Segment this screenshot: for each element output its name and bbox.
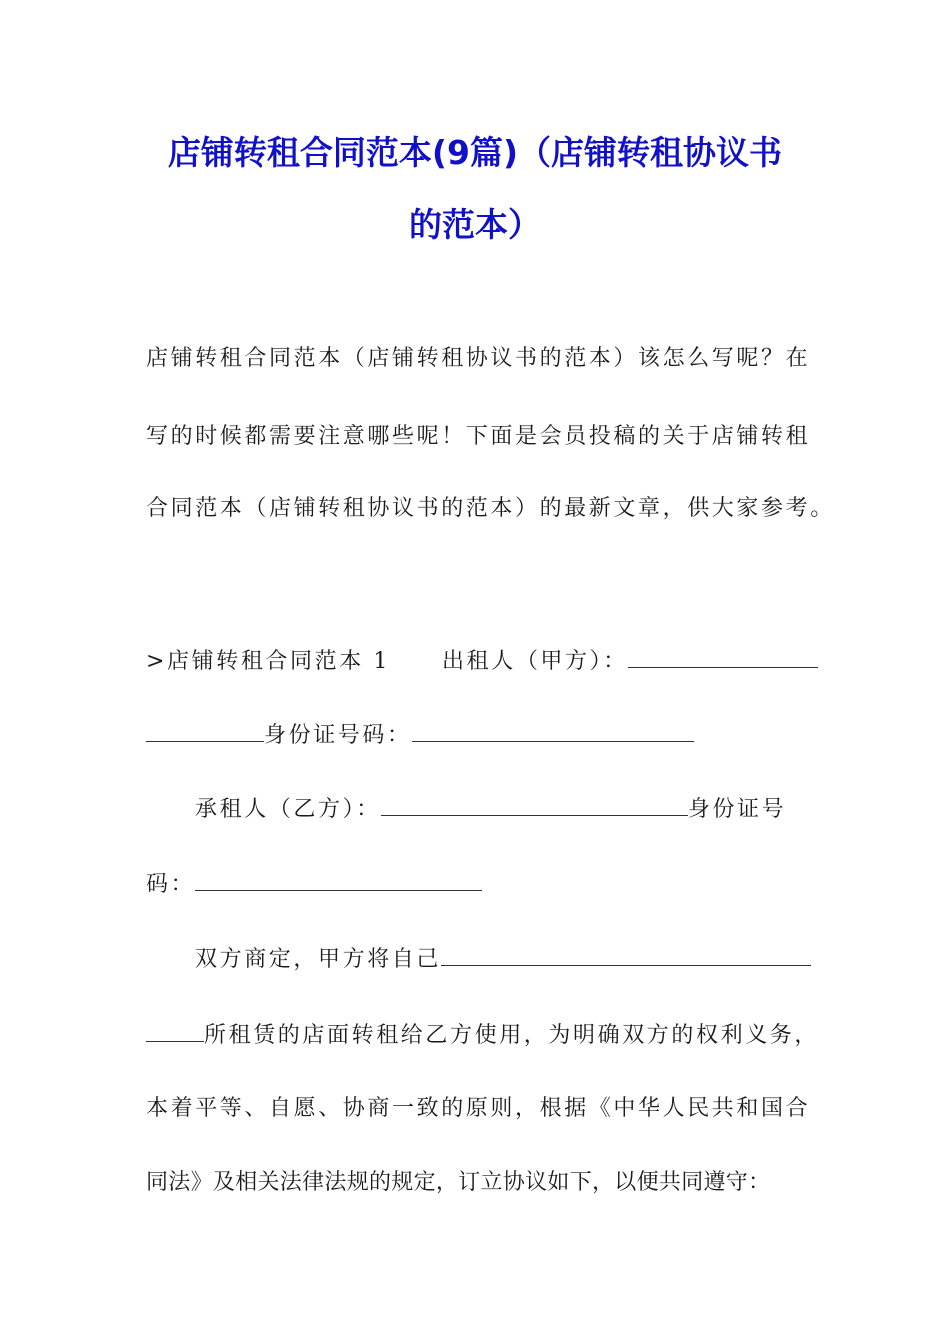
lessor-name-blank <box>628 645 818 668</box>
lessee-id-blank <box>195 868 482 891</box>
contract-heading-line <box>146 645 818 677</box>
agreement-line-4: 同法》及相关法律法规的规定，订立协议如下，以便共同遵守： <box>146 1170 771 1195</box>
contract-heading: >店铺转租合同范本 1 <box>146 649 391 674</box>
lessor-id-blank <box>412 719 694 742</box>
lessor-label: 出租人（甲方）： <box>442 649 628 674</box>
agreement-start: 双方商定，甲方将自己 <box>195 947 442 972</box>
agreement-line-1 <box>195 943 811 975</box>
intro-paragraph-line-1: 店铺转租合同范本（店铺转租协议书的范本）该怎么写呢？在 <box>146 346 811 371</box>
lessee-id-label-cont: 码： <box>146 872 196 897</box>
document-title-line-2: 的范本） <box>409 205 541 244</box>
lessor-name-blank-cont <box>146 719 264 742</box>
premises-blank <box>441 943 811 966</box>
intro-paragraph-line-2: 写的时候都需要注意哪些呢！下面是会员投稿的关于店铺转租 <box>146 424 811 449</box>
lessee-line <box>195 793 786 825</box>
lessor-id-line <box>146 719 694 751</box>
agreement-text-2: 所租赁的店面转租给乙方使用，为明确双方的权利义务， <box>204 1023 820 1048</box>
document-title-line-1: 店铺转租合同范本(9篇)（店铺转租协议书 <box>167 133 783 172</box>
agreement-line-3: 本着平等、自愿、协商一致的原则，根据《中华人民共和国合 <box>146 1096 811 1121</box>
lessee-label: 承租人（乙方）： <box>195 797 381 822</box>
lessor-id-label: 身份证号码： <box>264 723 412 748</box>
lessee-id-label: 身份证号 <box>687 797 787 822</box>
premises-blank-cont <box>146 1019 204 1042</box>
lessee-name-blank <box>381 793 688 816</box>
agreement-line-2 <box>146 1019 819 1051</box>
lessee-id-line <box>146 868 482 900</box>
intro-paragraph-line-3: 合同范本（店铺转租协议书的范本）的最新文章，供大家参考。 <box>146 496 835 521</box>
